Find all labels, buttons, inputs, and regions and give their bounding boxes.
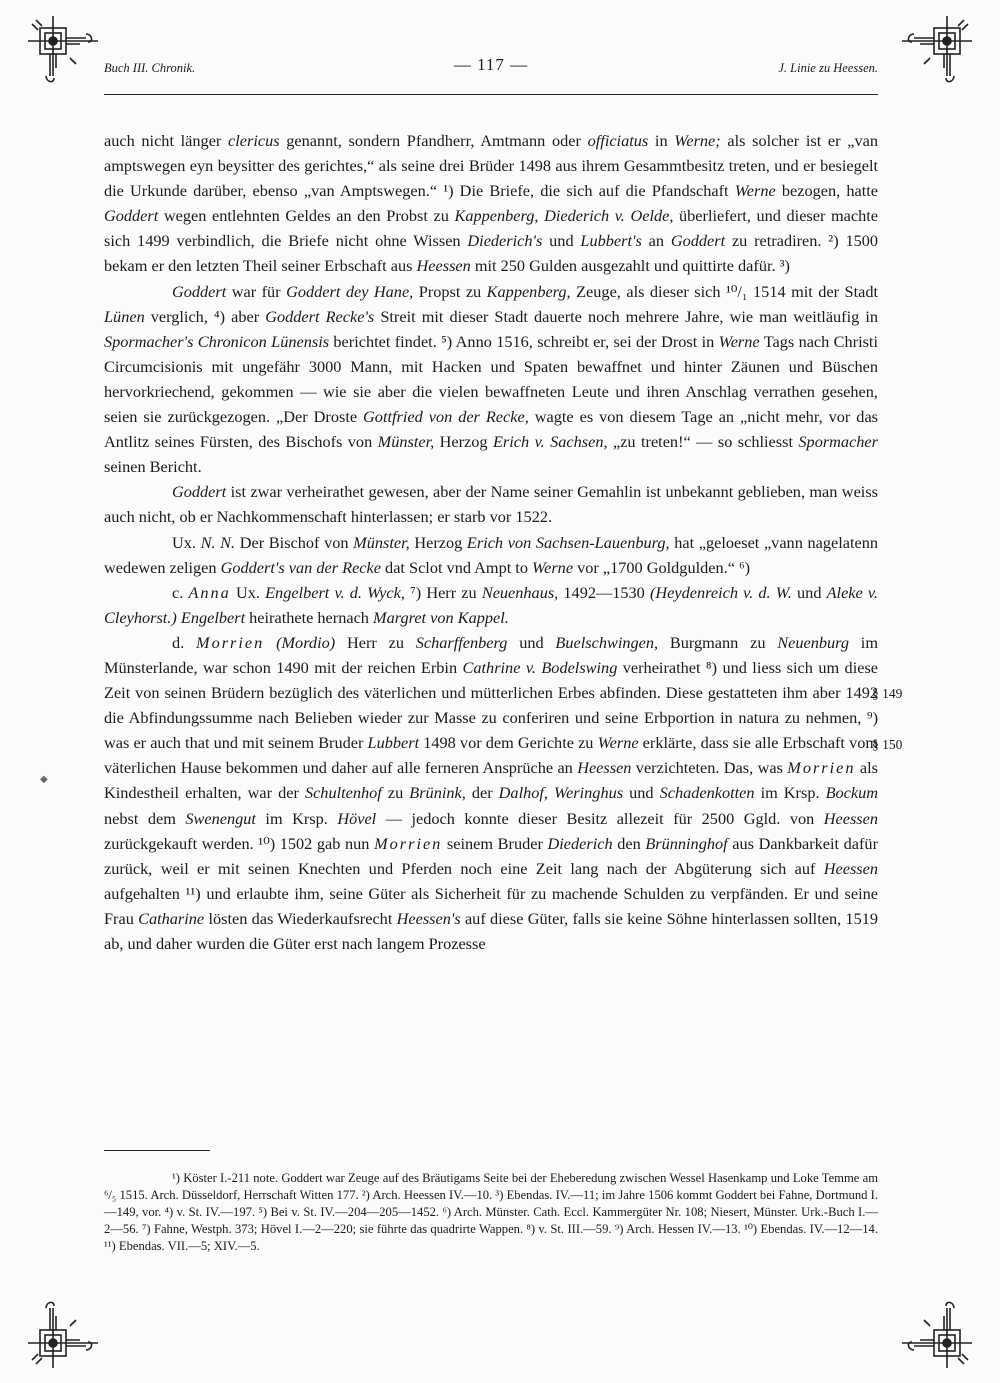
header-left: Buch III. Chronik. — [104, 61, 196, 75]
corner-ornament-bottom-left-icon — [26, 1290, 102, 1370]
paragraph: c. Anna Ux. Engelbert v. d. Wyck, ⁷) Herr zu Neuenhaus, 1492—1530 (Heydenreich v. d. W. und Aleke v. Cleyhorst.) Engelbert heirathete hernach Margret von Kappel. — [104, 582, 879, 627]
margin-note-150: § 150 — [872, 737, 903, 752]
corner-ornament-top-right-icon — [898, 14, 974, 94]
paragraph: Goddert ist zwar verheirathet gewesen, aber der Name seiner Gemahlin ist unbekannt geblieben, man weiss auch nicht, ob er Nachkommenschaft hinterlassen; er starb vor 1522. — [104, 482, 878, 527]
page-number: — 117 — — [453, 55, 529, 74]
corner-ornament-top-left-icon — [26, 14, 102, 94]
footnotes: ¹) Köster I.-211 note. Goddert war Zeuge auf des Bräutigams Seite bei der Eheberedung zwischen Wessel Hasenkamp und Loke Temme am ⁶/₅ 1515. Arch. Düsseldorf, Herrschaft Witten 177. ²) Arch. Heessen IV.—10. ³) Ebendas. IV.—11; im Jahre 1506 kommt Goddert bei Fahne, Dortmund I.—149, vor. ⁴) v. St. IV.—197. ⁵) Bei v. St. IV.—204—205—1452. ⁶) Arch. Münster. Cath. Eccl. Kammergüter Nr. 108; Niesert, Münster. Urk.-Buch I.—2—56. ⁷) Fahne, Westph. 373; Hövel I.—2—220; sie führte das quadrirte Wappen. ⁸) v. St. III.—59. ⁹) Arch. Hessen IV.—13. ¹⁰) Ebendas. IV.—12—14. ¹¹) Ebendas. VII.—5; XIV.—5. — [104, 1171, 878, 1253]
margin-note-149: § 149 — [872, 686, 903, 701]
stray-mark: ◆ — [40, 774, 48, 785]
header-right: J. Linie zu Heessen. — [778, 61, 878, 75]
paragraph: Ux. N. N. Der Bischof von Münster, Herzog Erich von Sachsen-Lauenburg, hat „geloeset „vann nagelatenn wedewen zeligen Goddert's van der Recke dat Sclot vnd Ampt to Werne vor „1700 Goldgulden.“ ⁶) — [104, 532, 878, 577]
body-text — [104, 128, 878, 956]
corner-ornament-bottom-right-icon — [898, 1290, 974, 1370]
paragraph: Goddert war für Goddert dey Hane, Propst zu Kappenberg, Zeuge, als dieser sich ¹⁰/₁ 1514 mit der Stadt Lünen verglich, ⁴) aber Goddert Recke's Streit mit dieser Stadt dauerte noch mehrere Jahre, wie man weitläufig in Spormacher's Chronicon Lünensis berichtet findet. ⁵) Anno 1516, schreibt er, sei der Drost in Werne Tags nach Christi Circumcisionis mit ungefähr 3000 Mann, mit Hacken und Spaten bewaffnet und hinter Zäunen und Büschen hervorkriechend, gekommen — wie sie aber die vielen bewaffneten Leute und ihren Anschlag verrathen gesehen, seien sie zurückgezogen. „Der Droste Gottfried von der Recke, wagte es von diesem Tage an „nicht mehr, vor das Antlitz seines Fürsten, des Bischofs von Münster, Herzog Erich v. Sachsen, „zu treten!“ — so schliesst Spormacher seinen Bericht. — [104, 281, 879, 477]
paragraph: d. Morrien (Mordio) Herr zu Scharffenberg und Buelschwingen, Burgmann zu Neuenburg im Münsterlande, war schon 1490 mit der reichen Erbin Cathrine v. Bodelswing verheirathet ⁸) und liess sich um diese Zeit von seinen Brüdern bezüglich des väterlichen und mütterlichen Erbes abfinden. Diese gestatteten ihm aber 1492 die Abfindungssumme nach Belieben wieder zur Masse zu conferiren und seine Erbportion in natura zu nehmen, ⁹) was er auch that und mit seinem Bruder Lubbert 1498 vor dem Gerichte zu Werne erklärte, dass sie alle Erbschaft vom väterlichen Hause bekommen und daher auf alle ferneren Ansprüche an Heessen verzichteten. Das, was Morrien als Kindestheil erhalten, war der Schultenhof zu Brünink, der Dalhof, Weringhus und Schadenkotten im Krsp. Bockum nebst dem Swenengut im Krsp. Hövel — jedoch konnte dieser Besitz allezeit für 2500 Ggld. von Heessen zurückgekauft werden. ¹⁰) 1502 gab nun Morrien seinem Bruder Diederich den Brünninghof aus Dankbarkeit dafür zurück, weil er mit seinen Knechten und Pferden noch eine Zeit lang nach der Abgüterung sich auf Heessen aufgehalten ¹¹) und erlaubte ihm, seine Güter als Sicherheit für zu machende Schulden zu verpfänden. Er und seine Frau Catharine lösten das Wiederkaufsrecht Heessen's auf diese Güter, falls sie keine Söhne hinterlassen sollten, 1519 ab, und daher wurden die Güter erst nach langem Prozesse — [104, 632, 879, 953]
running-header — [104, 55, 878, 77]
header-rule — [104, 94, 878, 95]
footnote-rule — [104, 1150, 210, 1151]
paragraph: auch nicht länger clericus genannt, sondern Pfandherr, Amtmann oder officiatus in Werne; als solcher ist er „van amptswegen eyn beysitter des gerichtes,“ als seine drei Brüder 1498 aus ihrem Gesammtbesitz treten, und er besiegelt die Urkunde darüber, ebenso „van Amptswegen.“ ¹) Die Briefe, die sich auf die Pfandschaft Werne bezogen, hatte Goddert wegen entlehnten Geldes an den Probst zu Kappenberg, Diederich v. Oelde, überliefert, und dieser machte sich 1499 verbindlich, die Briefe nicht ohne Wissen Diederich's und Lubbert's an Goddert zu retradiren. ²) 1500 bekam er den letzten Theil seiner Erbschaft aus Heessen mit 250 Gulden ausgezahlt und quittirte dafür. ³) — [104, 131, 879, 276]
